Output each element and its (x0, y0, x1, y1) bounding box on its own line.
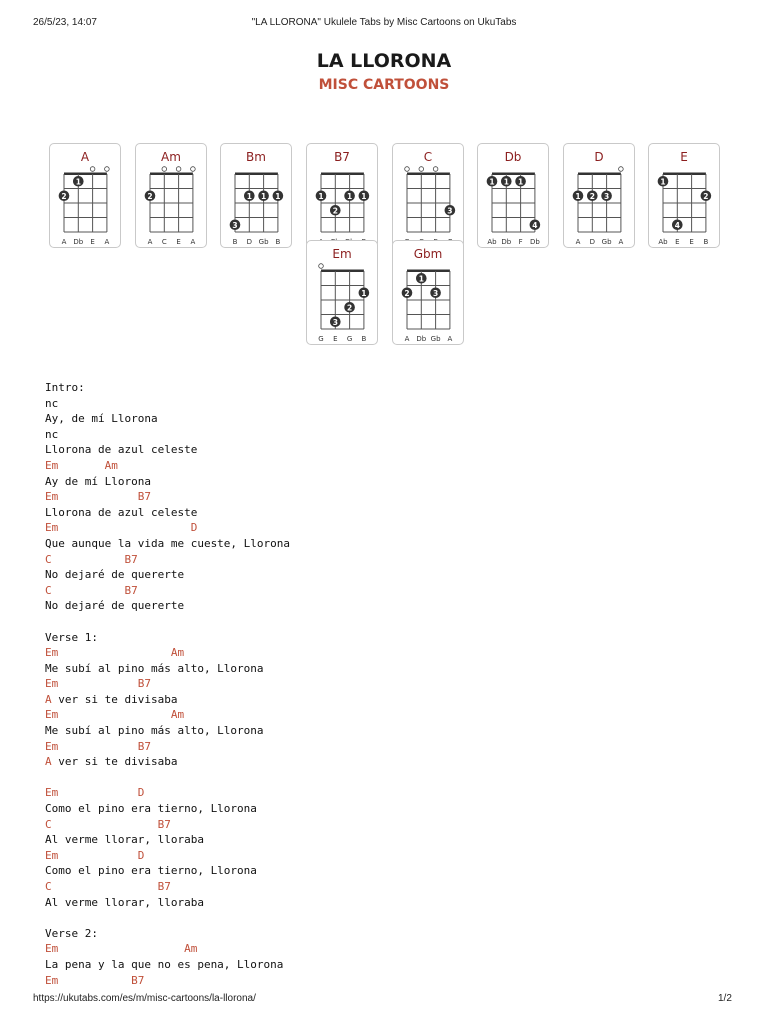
lyric-line: Como el pino era tierno, Llorona (45, 864, 257, 878)
finger-number: 2 (589, 191, 595, 201)
finger-number: 2 (703, 191, 709, 201)
finger-number: 4 (674, 220, 680, 230)
string-note: Db (501, 238, 512, 246)
finger-number: 2 (346, 303, 353, 313)
lyric-line: Al verme llorar, lloraba (45, 833, 204, 847)
print-page-title: "LA LLORONA" Ukulele Tabs by Misc Cartoons on UkuTabs (251, 17, 517, 28)
open-string-marker (319, 264, 324, 269)
nut (578, 173, 621, 176)
string-note: Gb (258, 238, 269, 246)
nut (321, 270, 364, 273)
song-artist[interactable]: MISC CARTOONS (318, 77, 450, 93)
finger-number: 3 (232, 220, 238, 230)
finger-number: 2 (61, 191, 67, 201)
chord-name: Gbm (413, 247, 443, 261)
chord-line: Em B7 (45, 973, 145, 987)
print-url: https://ukutabs.com/es/m/misc-cartoons/la-llorona/ (33, 993, 256, 1004)
chord-card-b7 (306, 143, 378, 248)
chord-line: Em B7 (45, 739, 151, 753)
finger-number: 1 (503, 177, 509, 187)
open-string-marker (433, 167, 438, 172)
nut (407, 270, 450, 273)
string-note: Db (529, 238, 540, 246)
chord-name: A (80, 150, 90, 164)
chord-card-am (135, 143, 207, 248)
lyric-line: nc (45, 427, 59, 441)
string-note: E (689, 238, 694, 246)
string-note: Gb (430, 335, 441, 343)
string-note: A (104, 238, 110, 246)
lyric-line: Ay de mí Llorona (45, 474, 151, 488)
chord-line: Em Am (45, 708, 185, 722)
finger-number: 1 (361, 288, 367, 298)
chord-name: E (680, 150, 688, 164)
chord-card-d (563, 143, 635, 248)
string-note: D (246, 238, 252, 246)
open-string-marker (419, 167, 424, 172)
finger-number: 3 (432, 288, 439, 298)
print-datetime: 26/5/23, 14:07 (33, 17, 97, 28)
chord-card-e (648, 143, 720, 248)
chord-line: C B7 (45, 552, 138, 566)
nut (64, 173, 107, 176)
lyric-line: La pena y la que no es pena, Llorona (45, 957, 284, 971)
nut (407, 173, 450, 176)
open-string-marker (105, 167, 110, 172)
finger-number: 3 (603, 191, 610, 201)
open-string-marker (176, 167, 181, 172)
chord-line: Em Am (45, 942, 198, 956)
string-note: C (161, 238, 167, 246)
finger-number: 1 (418, 274, 424, 284)
lyric-line: Como el pino era tierno, Llorona (45, 802, 257, 816)
song-sheet (45, 380, 290, 988)
finger-number: 1 (660, 177, 666, 187)
finger-number: 1 (361, 191, 367, 201)
lyric-line: A ver si te divisaba (45, 755, 178, 769)
chord-line: Em D (45, 521, 198, 535)
chord-name: D (594, 150, 604, 164)
finger-number: 1 (346, 191, 353, 201)
string-note: G (346, 335, 353, 343)
lyric-line: A ver si te divisaba (45, 692, 178, 706)
string-note: B (361, 335, 367, 343)
fretboard (221, 144, 291, 247)
chord-name: B7 (334, 150, 350, 164)
string-note: D (589, 238, 595, 246)
print-page-number: 1/2 (718, 993, 732, 1004)
chord-line: Em B7 (45, 677, 151, 691)
open-string-marker (191, 167, 196, 172)
string-note: F (518, 238, 523, 246)
chord-line: Em Am (45, 646, 185, 660)
lyric-line: Que aunque la vida me cueste, Llorona (45, 536, 291, 550)
string-note: E (90, 238, 95, 246)
chord-name: Db (504, 150, 522, 164)
string-note: E (176, 238, 181, 246)
lyric-line: Llorona de azul celeste (45, 505, 198, 519)
open-string-marker (619, 167, 624, 172)
string-note: A (61, 238, 67, 246)
fretboard (307, 241, 377, 344)
chord-line: C B7 (45, 583, 138, 597)
lyric-line: nc (45, 396, 59, 410)
finger-number: 3 (447, 206, 453, 216)
chord-name: Bm (246, 150, 266, 164)
section-label: Verse 1: (45, 630, 98, 644)
lyric-line: Me subí al pino más alto, Llorona (45, 661, 264, 675)
open-string-marker (405, 167, 410, 172)
fretboard (307, 144, 377, 247)
string-note: B (703, 238, 709, 246)
fretboard (564, 144, 634, 247)
string-note: Ab (487, 238, 497, 246)
lyric-line: Llorona de azul celeste (45, 443, 198, 457)
chord-card-c (392, 143, 464, 248)
string-note: E (333, 335, 338, 343)
chord-card-bm (220, 143, 292, 248)
finger-number: 1 (275, 191, 281, 201)
fretboard (649, 144, 719, 247)
finger-number: 1 (517, 177, 524, 187)
nut (235, 173, 278, 176)
finger-number: 2 (404, 288, 410, 298)
blank-line (45, 770, 290, 786)
chord-line: Em D (45, 786, 145, 800)
chord-line: Em Am (45, 458, 118, 472)
open-string-marker (90, 167, 95, 172)
fretboard (50, 144, 120, 247)
finger-number: 3 (332, 317, 338, 327)
chord-name: Em (332, 247, 352, 261)
section-label: Intro: (45, 381, 85, 394)
string-note: A (190, 238, 196, 246)
lyric-line: No dejaré de quererte (45, 568, 185, 582)
song-title: LA LLORONA (316, 50, 452, 72)
finger-number: 2 (332, 206, 338, 216)
fretboard (393, 241, 463, 344)
chord-card-gbm (392, 240, 464, 345)
chord-line: C B7 (45, 817, 171, 831)
finger-number: 1 (318, 191, 324, 201)
section-label: Verse 2: (45, 926, 98, 940)
finger-number: 1 (575, 191, 581, 201)
chord-card-em (306, 240, 378, 345)
finger-number: 2 (147, 191, 153, 201)
string-note: Db (73, 238, 84, 246)
string-note: B (232, 238, 238, 246)
string-note: A (404, 335, 410, 343)
string-note: Ab (658, 238, 668, 246)
chord-name: C (423, 150, 433, 164)
finger-number: 1 (260, 191, 267, 201)
string-note: Gb (601, 238, 612, 246)
string-note: A (618, 238, 624, 246)
nut (663, 173, 706, 176)
fretboard (393, 144, 463, 247)
string-note: E (675, 238, 680, 246)
blank-line (45, 614, 290, 630)
lyric-line: Ay, de mí Llorona (45, 412, 158, 426)
finger-number: 1 (246, 191, 252, 201)
chord-line: Em B7 (45, 490, 151, 504)
lyric-line: No dejaré de quererte (45, 599, 185, 613)
finger-number: 1 (489, 177, 495, 187)
chord-card-db (477, 143, 549, 248)
string-note: B (275, 238, 281, 246)
string-note: Db (416, 335, 427, 343)
chord-line: Em D (45, 848, 145, 862)
string-note: A (575, 238, 581, 246)
nut (321, 173, 364, 176)
string-note: A (147, 238, 153, 246)
string-note: A (447, 335, 453, 343)
finger-number: 1 (75, 177, 81, 187)
nut (492, 173, 535, 176)
lyric-line: Me subí al pino más alto, Llorona (45, 724, 264, 738)
string-note: G (318, 335, 324, 343)
chord-name: Am (161, 150, 181, 164)
blank-line (45, 910, 290, 926)
nut (150, 173, 193, 176)
open-string-marker (162, 167, 167, 172)
fretboard (136, 144, 206, 247)
finger-number: 4 (532, 220, 538, 230)
fretboard (478, 144, 548, 247)
chord-line: C B7 (45, 880, 171, 893)
lyric-line: Al verme llorar, lloraba (45, 895, 204, 909)
chord-card-a (49, 143, 121, 248)
